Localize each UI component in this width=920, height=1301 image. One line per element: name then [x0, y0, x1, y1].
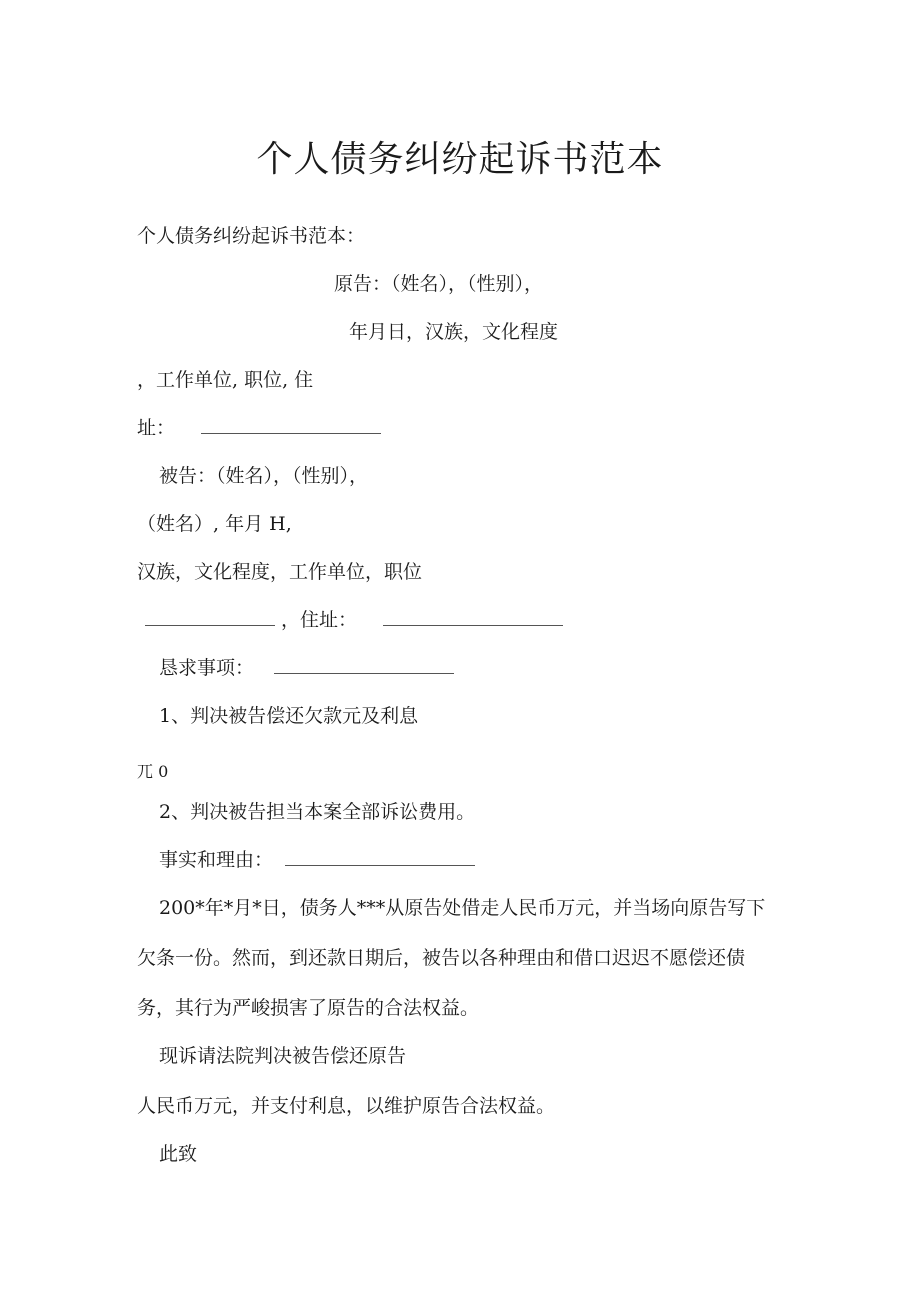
claim-1-continued: 兀 0 [137, 762, 169, 781]
defendant-address-label: ，住址： [281, 609, 358, 631]
facts-label: 事实和理由： [159, 849, 274, 871]
defendant-position-blank [145, 609, 275, 626]
facts-paragraph-line-1: 200*年*月*日，债务人***从原告处借走人民币万元，并当场向原告写下 [159, 897, 766, 919]
defendant-line-2: （姓名）, 年月 H, [137, 513, 292, 535]
facts-paragraph-line-3: 务，其行为严峻损害了原告的合法权益。 [137, 997, 480, 1019]
claims-blank [274, 657, 454, 674]
claims-label: 恳求事项： [159, 657, 255, 679]
plaintiff-address-blank [201, 417, 381, 434]
defendant-line-3: 汉族，文化程度，工作单位，职位 [137, 561, 423, 583]
plaintiff-line-3: ，工作单位, 职位, 住 [137, 369, 314, 391]
intro-line: 个人债务纠纷起诉书范本： [137, 225, 366, 247]
plaintiff-line-2: 年月日，汉族，文化程度 [349, 321, 559, 343]
plaintiff-address-line [137, 415, 381, 441]
claim-2: 2、判决被告担当本案全部诉讼费用。 [159, 801, 476, 823]
facts-paragraph-line-2: 欠条一份。然而，到还款日期后，被告以各种理由和借口迟迟不愿偿还债 [137, 947, 746, 969]
defendant-line-1: 被告：（姓名），（性别）， [159, 465, 369, 487]
plaintiff-line-1: 原告：（姓名），（性别）， [334, 273, 544, 295]
facts-blank [285, 849, 475, 866]
document-title: 个人债务纠纷起诉书范本 [256, 139, 664, 180]
defendant-address-line [145, 607, 563, 633]
claim-1: 1、判决被告偿还欠款元及利息 [159, 705, 419, 727]
claims-line [159, 655, 454, 681]
request-line-1: 现诉请法院判决被告偿还原告 [159, 1045, 407, 1067]
facts-line [159, 847, 475, 873]
closing-line: 此致 [159, 1143, 198, 1165]
defendant-address-blank [383, 609, 563, 626]
plaintiff-address-label: 址： [137, 417, 176, 439]
request-line-2: 人民币万元，并支付利息，以维护原告合法权益。 [137, 1095, 556, 1117]
